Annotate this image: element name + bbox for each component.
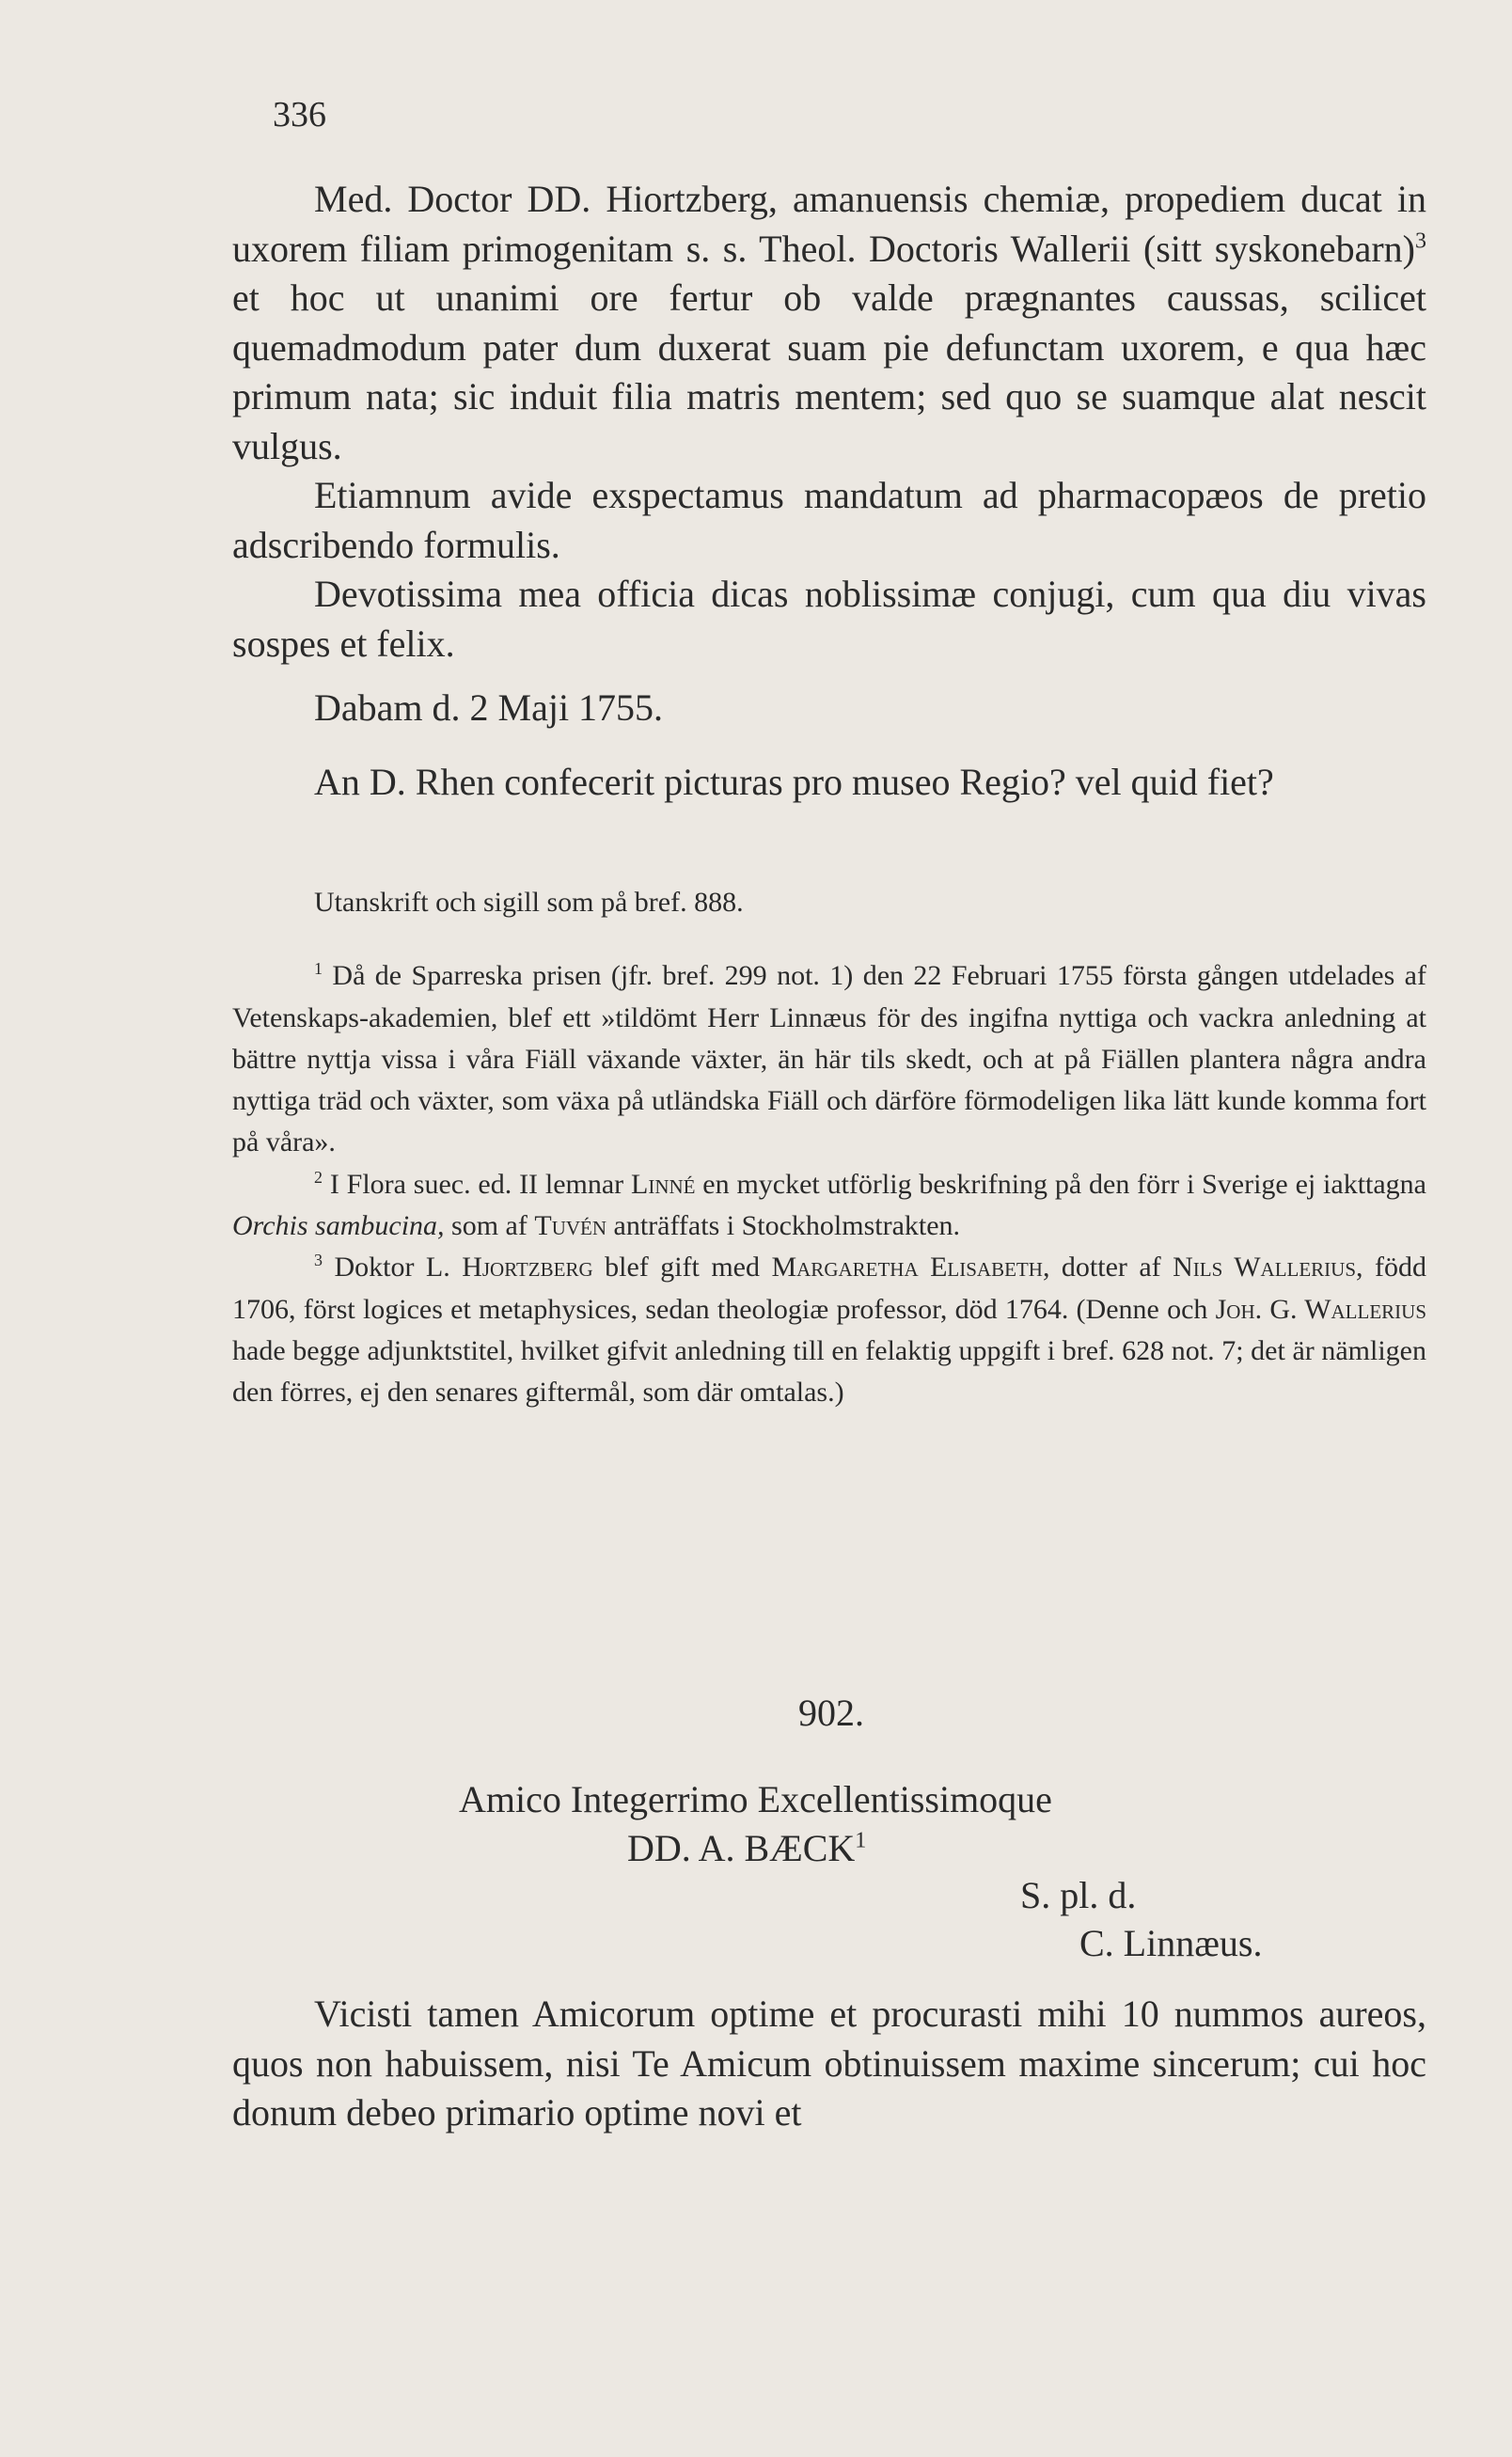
signature-note: Utanskrift och sigill som på bref. 888. bbox=[314, 887, 744, 918]
paragraph-2: Etiamnum avide exspectamus mandatum ad pharmacopæos de pretio adscribendo formulis. bbox=[232, 474, 1426, 566]
footnotes bbox=[232, 882, 1426, 1414]
footnote-ref-3: 3 bbox=[1415, 228, 1426, 254]
address-line-1: Amico Integerrimo Excellentissimoque bbox=[459, 1778, 1052, 1820]
letter-number: 902. bbox=[798, 1692, 864, 1734]
letter-paragraph: Vicisti tamen Amicorum optime et procurasti mihi 10 nummos aureos, quos non habuissem, nisi Te Amicum obtinuissem maxime sincerum; cui hoc donum debeo primario optime novi et bbox=[232, 1992, 1426, 2134]
postscript: An D. Rhen confecerit picturas pro museo Regio? vel quid fiet? bbox=[314, 760, 1274, 803]
address-footnote-mark: 1 bbox=[855, 1828, 867, 1853]
paragraph-3: Devotissima mea officia dicas noblissimæ conjugi, cum qua diu vivas sospes et felix. bbox=[232, 573, 1426, 665]
letter-body-previous bbox=[232, 175, 1426, 807]
footnote-3: $^3$ Doktor L. Hjortzberg blef gift med Margaretha Elisabeth, dotter af Nils Wallerius, född 1706, först logices et metaphysices, sedan theologiæ professor, död 1764. (Denne och Joh. G. Wallerius hade begge adjunktstitel, hvilket gifvit anledning till en felaktig uppgift i bref. 628 not. 7; det är nämligen den förres, ej den senares giftermål, som där omtalas.) bbox=[232, 1251, 1427, 1409]
page-number: 336 bbox=[273, 95, 326, 134]
footnote-1: $^1$ Då de Sparreska prisen (jfr. bref. 299 not. 1) den 22 Februari 1755 första gången utdelades af Vetenskaps-akademien, blef ett »tildömt Herr Linnæus för des ingifna nyttiga och vackra anledning at bättre nyttja vissa i våra Fiäll växande växter, än här tils skedt, och at på Fiällen plantera några andra nyttiga träd och växter, som växa på utländska Fiäll och därföre förmodeligen lika lätt kunde komma fort på våra». bbox=[232, 959, 1426, 1158]
paragraph-1: Med. Doctor DD. Hiortzberg, amanuensis chemiæ, propediem ducat in uxorem filiam primogenitam s. s. Theol. Doctoris Wallerii (sitt syskonebarn)$^3$ et hoc ut unanimi ore fertur ob valde prægnantes caussas, scilicet quemadmodum pater dum duxerat suam pie defunctam uxorem, e qua hæc primum nata; sic induit filia matris mentem; sed quo se suamque alat nescit vulgus. bbox=[232, 178, 1426, 467]
footnote-2: $^2$ I Flora suec. ed. II lemnar Linné en mycket utförlig beskrifning på den förr i Sverige ej iakttagna Orchis sambucina, som af Tuvén anträffats i Stockholmstrakten. bbox=[232, 1167, 1426, 1242]
address-line-2: DD. A. BÆCK$^1$ bbox=[627, 1827, 867, 1869]
salutation: S. pl. d. bbox=[1020, 1874, 1137, 1916]
date-line: Dabam d. 2 Maji 1755. bbox=[314, 686, 664, 729]
letter-body bbox=[232, 1990, 1426, 2138]
sender: C. Linnæus. bbox=[1079, 1922, 1263, 1964]
